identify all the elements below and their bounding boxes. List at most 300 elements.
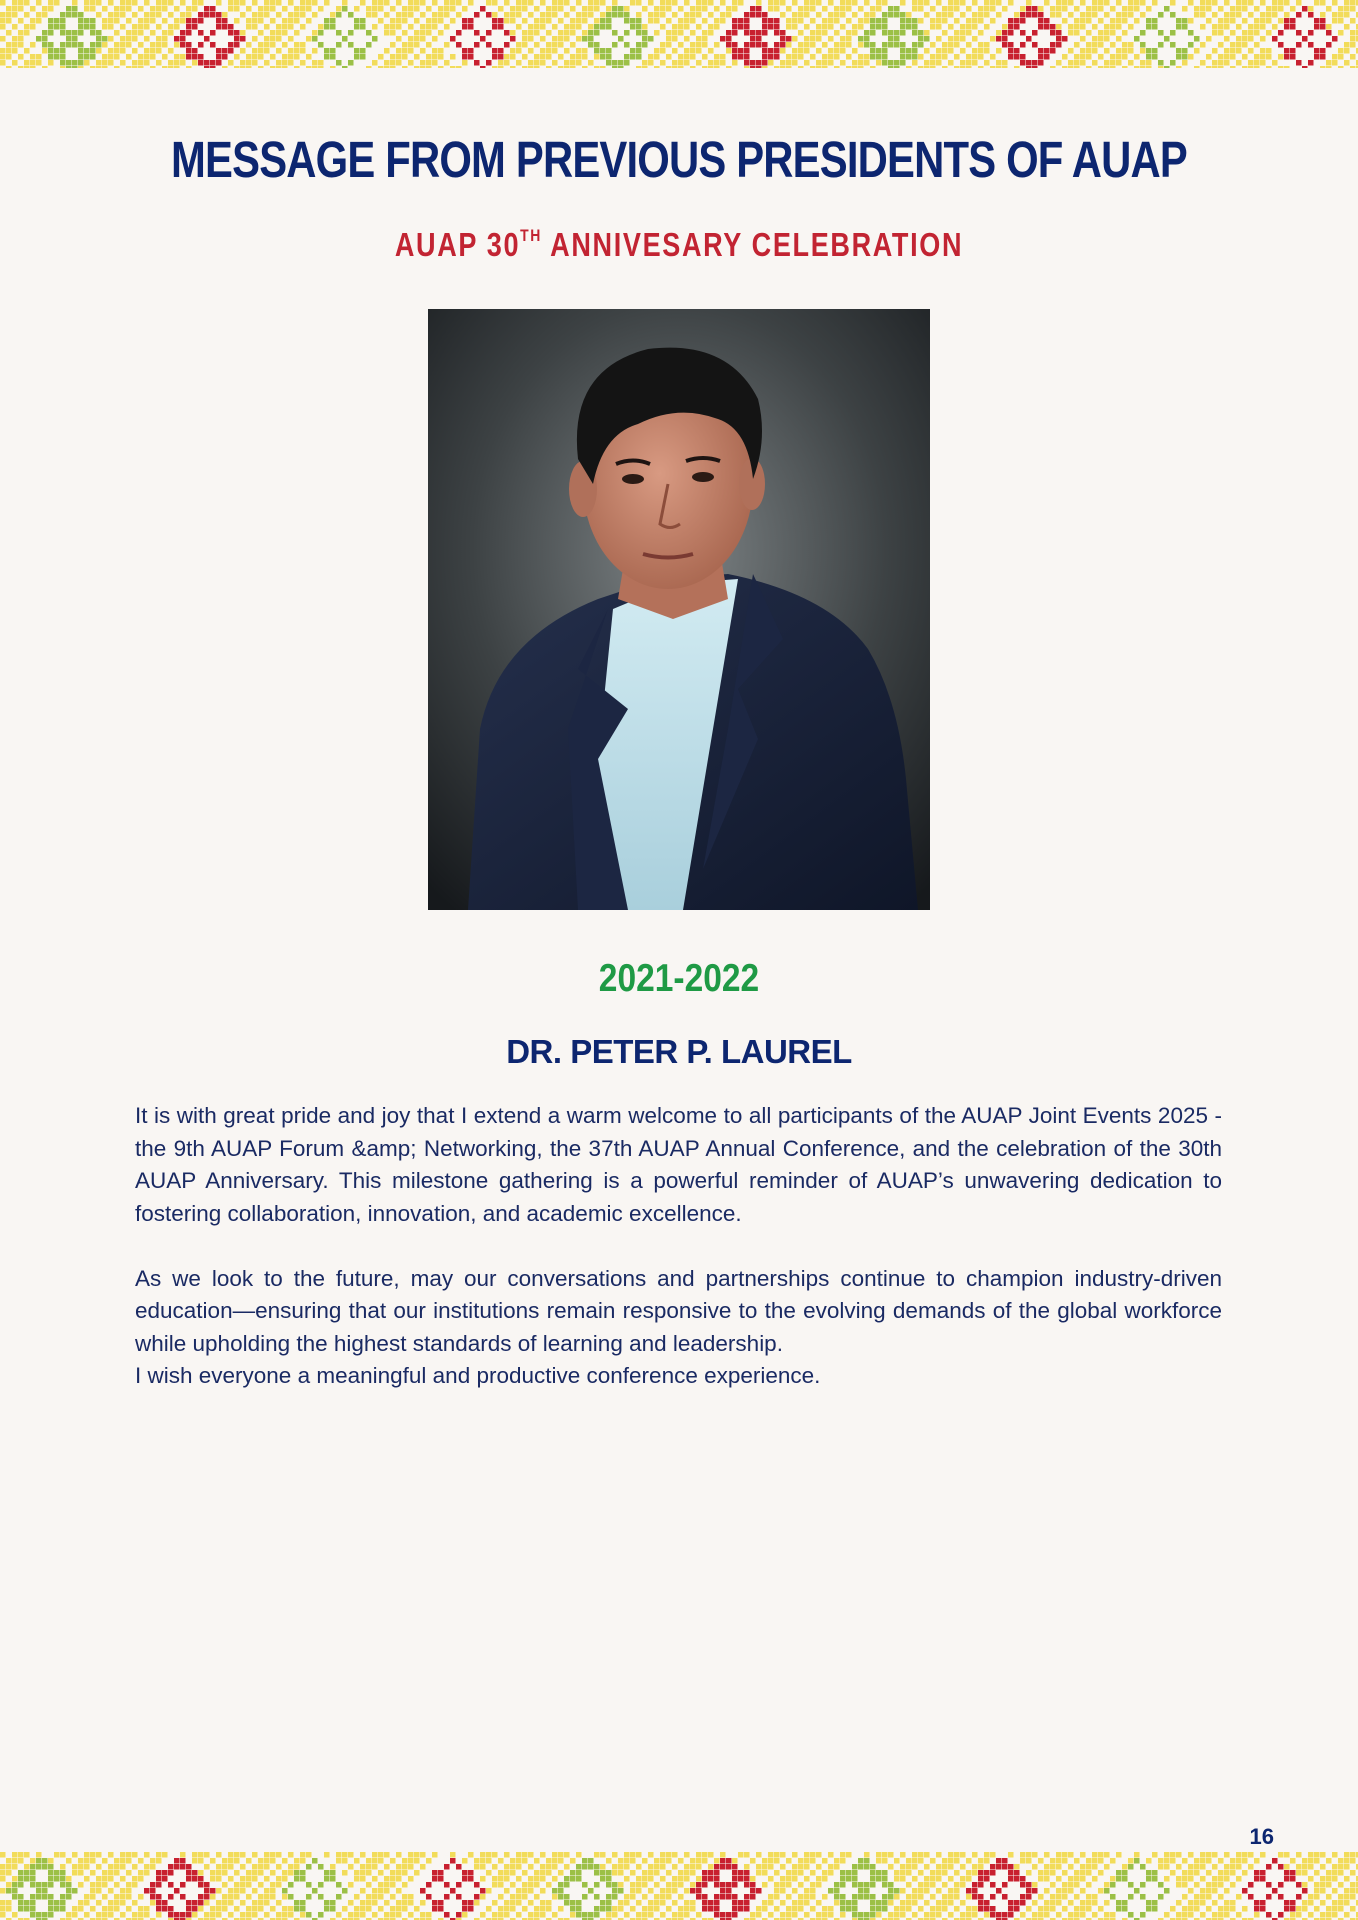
border-pattern-pixel [558,18,564,24]
border-pattern-pixel [984,1906,990,1912]
border-pattern-pixel [426,1882,432,1888]
border-pattern-pixel [672,1852,678,1858]
border-pattern-pixel [1314,1894,1320,1900]
border-pattern-pixel [1332,36,1338,42]
border-pattern-pixel [1308,6,1314,12]
border-pattern-pixel [126,1882,132,1888]
border-pattern-pixel [456,12,462,18]
border-pattern-pixel [30,1894,36,1900]
border-pattern-pixel [438,12,444,18]
border-pattern-pixel [78,1900,84,1906]
border-pattern-pixel [120,1876,126,1882]
border-pattern-pixel [258,1900,264,1906]
border-pattern-pixel [984,24,990,30]
border-pattern-pixel [108,12,114,18]
border-pattern-pixel [276,66,282,68]
border-pattern-pixel [306,0,312,6]
border-pattern-pixel [1338,48,1344,54]
border-pattern-pixel [984,12,990,18]
border-pattern-pixel [570,1906,576,1912]
border-pattern-pixel [504,1852,510,1858]
border-pattern-pixel [780,1912,786,1918]
border-pattern-pixel [1128,1858,1134,1864]
border-pattern-pixel [1068,1888,1074,1894]
border-pattern-pixel [414,42,420,48]
border-pattern-pixel [504,0,510,6]
border-pattern-pixel [696,1882,702,1888]
border-pattern-pixel [198,42,204,48]
border-pattern-pixel [882,60,888,66]
border-pattern-pixel [1074,1882,1080,1888]
border-pattern-pixel [102,1894,108,1900]
border-pattern-pixel [648,1852,654,1858]
border-pattern-pixel [300,60,306,66]
border-pattern-pixel [498,1882,504,1888]
border-pattern-pixel [216,60,222,66]
border-pattern-pixel [1002,6,1008,12]
border-pattern-pixel [768,1876,774,1882]
border-pattern-pixel [546,6,552,12]
border-pattern-pixel [492,1876,498,1882]
border-pattern-pixel [462,1906,468,1912]
border-pattern-pixel [1122,30,1128,36]
border-pattern-pixel [1332,1900,1338,1906]
border-pattern-pixel [1326,42,1332,48]
border-pattern-pixel [24,1900,30,1906]
border-pattern-pixel [888,1882,894,1888]
border-pattern-pixel [942,54,948,60]
border-pattern-pixel [1266,1864,1272,1870]
border-pattern-pixel [390,1870,396,1876]
border-pattern-pixel [702,1894,708,1900]
border-pattern-pixel [564,1882,570,1888]
border-pattern-pixel [564,12,570,18]
border-pattern-pixel [528,66,534,68]
border-pattern-pixel [1038,1894,1044,1900]
border-pattern-pixel [270,0,276,6]
border-pattern-pixel [594,1870,600,1876]
border-pattern-pixel [486,1852,492,1858]
border-pattern-pixel [720,12,726,18]
border-pattern-pixel [264,1894,270,1900]
border-pattern-pixel [780,1882,786,1888]
border-pattern-pixel [126,54,132,60]
border-pattern-pixel [372,60,378,66]
border-pattern-pixel [240,0,246,6]
border-pattern-pixel [1152,1870,1158,1876]
border-pattern-pixel [864,60,870,66]
border-pattern-pixel [1170,12,1176,18]
border-pattern-pixel [762,18,768,24]
border-pattern-pixel [594,30,600,36]
border-pattern-pixel [96,1900,102,1906]
border-pattern-pixel [420,0,426,6]
border-pattern-pixel [90,30,96,36]
border-pattern-pixel [516,1888,522,1894]
border-pattern-pixel [810,1870,816,1876]
border-pattern-pixel [30,1870,36,1876]
border-pattern-pixel [564,1900,570,1906]
border-pattern-pixel [576,48,582,54]
border-pattern-pixel [798,6,804,12]
border-pattern-pixel [888,1852,894,1858]
border-pattern-pixel [1074,60,1080,66]
border-pattern-pixel [1152,48,1158,54]
border-pattern-pixel [264,6,270,12]
border-pattern-pixel [684,1906,690,1912]
border-pattern-pixel [282,1912,288,1918]
border-pattern-pixel [468,1870,474,1876]
border-pattern-pixel [924,1912,930,1918]
border-pattern-pixel [1044,1852,1050,1858]
border-pattern-pixel [1092,1858,1098,1864]
border-pattern-pixel [648,36,654,42]
border-pattern-pixel [1230,54,1236,60]
border-pattern-pixel [1158,42,1164,48]
border-pattern-pixel [1104,1882,1110,1888]
border-pattern-pixel [444,1882,450,1888]
border-pattern-pixel [1278,1864,1284,1870]
border-pattern-pixel [408,36,414,42]
border-pattern-pixel [228,6,234,12]
border-pattern-pixel [282,1894,288,1900]
border-pattern-pixel [486,1906,492,1912]
border-pattern-pixel [132,48,138,54]
border-pattern-pixel [828,18,834,24]
border-pattern-pixel [882,1906,888,1912]
border-pattern-pixel [714,6,720,12]
border-pattern-pixel [582,1894,588,1900]
border-pattern-pixel [408,42,414,48]
border-pattern-pixel [828,36,834,42]
border-pattern-pixel [792,1864,798,1870]
border-pattern-pixel [504,30,510,36]
border-pattern-pixel [726,30,732,36]
border-pattern-pixel [1074,1858,1080,1864]
border-pattern-pixel [678,30,684,36]
border-pattern-pixel [666,18,672,24]
border-pattern-pixel [852,60,858,66]
border-pattern-pixel [240,1912,246,1918]
border-pattern-pixel [912,18,918,24]
border-pattern-pixel [216,1906,222,1912]
border-pattern-pixel [348,1900,354,1906]
border-pattern-pixel [1086,48,1092,54]
border-pattern-pixel [564,1876,570,1882]
border-pattern-pixel [1182,18,1188,24]
border-pattern-pixel [840,1876,846,1882]
border-pattern-pixel [684,1888,690,1894]
border-pattern-pixel [138,1858,144,1864]
border-pattern-pixel [384,1900,390,1906]
border-pattern-pixel [822,54,828,60]
border-pattern-pixel [234,30,240,36]
border-pattern-pixel [900,12,906,18]
border-pattern-pixel [1134,1852,1140,1858]
border-pattern-pixel [1182,48,1188,54]
border-pattern-pixel [54,1906,60,1912]
border-pattern-pixel [1338,1900,1344,1906]
border-pattern-pixel [108,1888,114,1894]
border-pattern-pixel [1344,12,1350,18]
border-pattern-pixel [1032,1864,1038,1870]
border-pattern-pixel [180,18,186,24]
border-pattern-pixel [804,6,810,12]
border-pattern-pixel [1080,1900,1086,1906]
border-pattern-pixel [354,1876,360,1882]
border-pattern-pixel [648,12,654,18]
border-pattern-pixel [618,1864,624,1870]
border-pattern-pixel [48,18,54,24]
border-pattern-pixel [1302,1858,1308,1864]
border-pattern-pixel [240,1888,246,1894]
border-pattern-pixel [978,1882,984,1888]
border-pattern-pixel [948,24,954,30]
border-pattern-pixel [546,1870,552,1876]
border-pattern-pixel [786,54,792,60]
border-pattern-pixel [954,1870,960,1876]
border-pattern-pixel [48,1894,54,1900]
border-pattern-pixel [690,12,696,18]
border-pattern-pixel [774,18,780,24]
border-pattern-pixel [1188,54,1194,60]
border-pattern-pixel [678,1882,684,1888]
border-pattern-pixel [1350,18,1356,24]
border-pattern-pixel [762,12,768,18]
border-pattern-pixel [48,42,54,48]
border-pattern-pixel [744,60,750,66]
border-pattern-pixel [612,12,618,18]
border-pattern-pixel [810,0,816,6]
border-pattern-pixel [1104,1852,1110,1858]
border-pattern-pixel [822,18,828,24]
border-pattern-pixel [504,54,510,60]
border-pattern-pixel [360,48,366,54]
border-pattern-pixel [1278,18,1284,24]
border-pattern-pixel [126,30,132,36]
border-pattern-pixel [60,1876,66,1882]
border-pattern-pixel [180,36,186,42]
border-pattern-pixel [954,0,960,6]
border-pattern-pixel [1128,24,1134,30]
border-pattern-pixel [1044,0,1050,6]
border-pattern-pixel [6,42,12,48]
border-pattern-pixel [258,48,264,54]
border-pattern-pixel [18,1870,24,1876]
border-pattern-pixel [30,1900,36,1906]
border-pattern-pixel [648,0,654,6]
border-pattern-pixel [1116,24,1122,30]
border-pattern-pixel [720,18,726,24]
border-pattern-pixel [942,18,948,24]
border-pattern-pixel [882,48,888,54]
border-pattern-pixel [996,12,1002,18]
border-pattern-pixel [582,54,588,60]
border-pattern-pixel [720,54,726,60]
border-pattern-pixel [336,6,342,12]
border-pattern-pixel [0,1864,6,1870]
border-pattern-pixel [762,54,768,60]
border-pattern-pixel [378,1852,384,1858]
border-pattern-pixel [438,66,444,68]
border-pattern-pixel [174,1888,180,1894]
border-pattern-pixel [156,1912,162,1918]
border-pattern-pixel [1038,1912,1044,1918]
border-pattern-pixel [342,6,348,12]
border-pattern-pixel [648,18,654,24]
border-pattern-pixel [774,30,780,36]
border-pattern-pixel [810,1858,816,1864]
border-pattern-pixel [660,1912,666,1918]
border-pattern-pixel [894,42,900,48]
border-pattern-pixel [516,0,522,6]
border-pattern-pixel [726,1912,732,1918]
border-pattern-pixel [852,66,858,68]
border-pattern-pixel [798,48,804,54]
border-pattern-pixel [948,1912,954,1918]
border-pattern-pixel [84,54,90,60]
border-pattern-pixel [378,6,384,12]
border-pattern-pixel [1002,42,1008,48]
border-pattern-pixel [1224,18,1230,24]
border-pattern-pixel [534,6,540,12]
border-pattern-pixel [6,1900,12,1906]
border-pattern-pixel [66,30,72,36]
border-pattern-pixel [1152,1906,1158,1912]
border-pattern-pixel [252,60,258,66]
border-pattern-pixel [234,1852,240,1858]
border-pattern-pixel [1134,66,1140,68]
border-pattern-pixel [390,1882,396,1888]
border-pattern-pixel [888,1864,894,1870]
border-pattern-pixel [1188,1876,1194,1882]
border-pattern-pixel [636,1912,642,1918]
border-pattern-pixel [582,6,588,12]
border-pattern-pixel [648,1870,654,1876]
border-pattern-pixel [408,1900,414,1906]
border-pattern-pixel [1206,1882,1212,1888]
border-pattern-pixel [696,60,702,66]
border-pattern-pixel [1146,1870,1152,1876]
border-pattern-pixel [1182,60,1188,66]
border-pattern-pixel [894,1858,900,1864]
border-pattern-pixel [318,30,324,36]
border-pattern-pixel [6,18,12,24]
border-pattern-pixel [1314,1906,1320,1912]
border-pattern-pixel [174,36,180,42]
border-pattern-pixel [1158,30,1164,36]
border-pattern-pixel [786,1894,792,1900]
border-pattern-pixel [894,1912,900,1918]
border-pattern-pixel [372,1858,378,1864]
border-pattern-pixel [1140,12,1146,18]
border-pattern-pixel [372,1894,378,1900]
border-pattern-pixel [1170,1906,1176,1912]
border-pattern-pixel [744,66,750,68]
border-pattern-pixel [408,0,414,6]
border-pattern-pixel [228,60,234,66]
border-pattern-pixel [264,42,270,48]
border-pattern-pixel [1332,60,1338,66]
border-pattern-pixel [888,12,894,18]
border-pattern-pixel [624,1912,630,1918]
border-pattern-pixel [1254,1870,1260,1876]
border-pattern-pixel [438,30,444,36]
border-pattern-pixel [444,12,450,18]
border-pattern-pixel [1296,1882,1302,1888]
border-pattern-pixel [828,1912,834,1918]
border-pattern-pixel [258,1906,264,1912]
border-pattern-pixel [444,1912,450,1918]
border-pattern-pixel [354,48,360,54]
border-pattern-pixel [528,60,534,66]
border-pattern-pixel [882,1882,888,1888]
border-pattern-pixel [1080,12,1086,18]
border-pattern-pixel [114,18,120,24]
border-pattern-pixel [1344,60,1350,66]
border-pattern-pixel [288,1906,294,1912]
border-pattern-pixel [738,0,744,6]
border-pattern-pixel [186,54,192,60]
border-pattern-pixel [336,1894,342,1900]
border-pattern-pixel [780,1852,786,1858]
border-pattern-pixel [1098,1852,1104,1858]
border-pattern-pixel [558,0,564,6]
border-pattern-pixel [936,48,942,54]
border-pattern-pixel [504,12,510,18]
border-pattern-pixel [24,1864,30,1870]
border-pattern-pixel [1206,1888,1212,1894]
border-pattern-pixel [810,36,816,42]
border-pattern-pixel [306,1894,312,1900]
border-pattern-pixel [828,1864,834,1870]
border-pattern-pixel [348,1882,354,1888]
border-pattern-pixel [510,1882,516,1888]
border-pattern-pixel [162,30,168,36]
border-pattern-pixel [300,1906,306,1912]
border-pattern-pixel [948,1864,954,1870]
border-pattern-pixel [426,6,432,12]
border-pattern-pixel [906,66,912,68]
border-pattern-pixel [1320,48,1326,54]
border-pattern-pixel [1290,1876,1296,1882]
border-pattern-pixel [1176,48,1182,54]
border-pattern-pixel [36,1894,42,1900]
border-pattern-pixel [558,54,564,60]
border-pattern-pixel [1062,54,1068,60]
border-pattern-pixel [1116,18,1122,24]
border-pattern-pixel [258,1858,264,1864]
border-pattern-pixel [696,36,702,42]
border-pattern-pixel [408,60,414,66]
border-pattern-pixel [402,54,408,60]
border-pattern-pixel [330,48,336,54]
border-pattern-pixel [396,1864,402,1870]
border-pattern-pixel [96,48,102,54]
border-pattern-pixel [606,1894,612,1900]
border-pattern-pixel [1068,66,1074,68]
border-pattern-pixel [174,1858,180,1864]
border-pattern-pixel [1260,1852,1266,1858]
border-pattern-pixel [1116,0,1122,6]
border-pattern-pixel [240,1852,246,1858]
border-pattern-pixel [954,66,960,68]
border-pattern-pixel [660,1852,666,1858]
border-pattern-pixel [1122,1876,1128,1882]
border-pattern-pixel [858,1882,864,1888]
border-pattern-pixel [954,1906,960,1912]
border-pattern-pixel [708,48,714,54]
